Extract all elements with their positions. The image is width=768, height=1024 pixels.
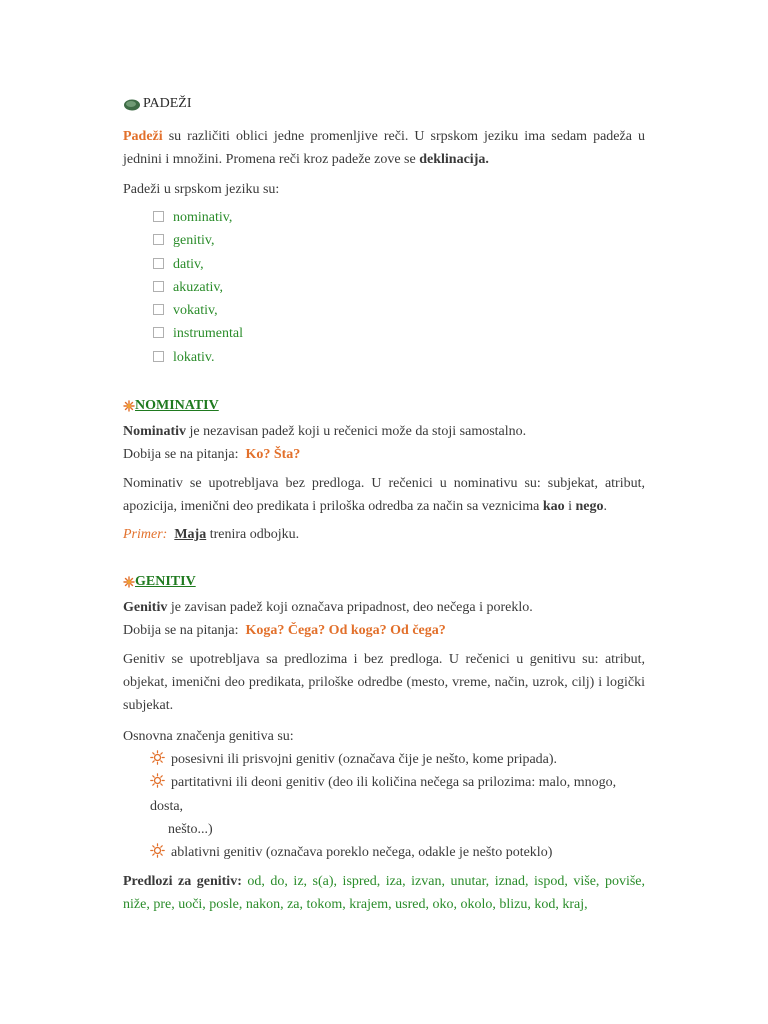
page-title: PADEŽI	[143, 96, 192, 111]
intro-emph: deklinacija.	[419, 152, 489, 167]
period: .	[603, 499, 608, 515]
usage-text: Nominativ se upotrebljava bez predloga. U rečenici u nominativu su: subjekat, atribut, apozicija, imenični deo predikata i priloška odredba za način sa veznicima	[123, 476, 645, 515]
nominativ-usage	[123, 472, 645, 518]
prepositions-list: od, do, iz, s(a), ispred, iza, izvan, unutar, iznad, ispod, više, poviše, niže, pre, uoči, posle, nakon, za, tokom, krajem, usred, oko, okolo, blizu, kod, kraj,	[123, 873, 646, 912]
questions-value: Ko? Šta?	[245, 447, 301, 463]
genitiv-usage: Genitiv se upotrebljava sa predlozima i bez predloga. U rečenici u genitivu su: atribut, objekat, imenični deo predikata, priloške odredbe (mesto, vreme, način, uzrok, cilj) i logički subjekat.	[123, 652, 645, 714]
case-label: dativ,	[173, 256, 204, 272]
conj-kao: kao	[542, 499, 565, 515]
checkbox-icon	[153, 211, 164, 222]
nominativ-heading	[123, 394, 645, 418]
definition-text: je nezavisan padež koji u rečenici može da stoji samostalno.	[186, 424, 527, 440]
list-item	[153, 206, 645, 229]
document-page	[123, 92, 645, 916]
conj-i: i	[564, 499, 576, 515]
checkbox-icon	[153, 281, 164, 292]
list-item	[150, 841, 645, 864]
meaning-text: posesivni ili prisvojni genitiv (označava čije je nešto, kome pripada).	[171, 752, 558, 768]
prepositions-label: Predlozi za genitiv:	[123, 873, 242, 889]
cases-intro: Padeži u srpskom jeziku su:	[123, 182, 280, 197]
section-title: NOMINATIV	[135, 398, 219, 414]
checkbox-icon	[153, 327, 164, 338]
checkbox-icon	[153, 304, 164, 315]
list-item	[150, 771, 645, 841]
checkbox-icon	[153, 351, 164, 362]
intro-text: su različiti oblici jedne promenljive reči. U srpskom jeziku ima sedam padeža u jednini i množini. Promena reči kroz padeže zove se	[123, 129, 645, 167]
nominativ-definition	[123, 420, 645, 443]
nominativ-questions	[123, 443, 645, 466]
meaning-text: ablativni genitiv (označava poreklo nečega, odakle je nešto poteklo)	[171, 845, 553, 861]
list-item	[153, 299, 645, 322]
sun-icon	[150, 773, 165, 788]
genitiv-questions	[123, 619, 645, 642]
definition-text: je zavisan padež koji označava pripadnost, deo nečega i poreklo.	[167, 600, 533, 616]
genitiv-prepositions	[123, 870, 645, 916]
cases-list	[153, 206, 645, 369]
questions-label: Dobija se na pitanja:	[123, 447, 239, 463]
genitiv-heading	[123, 570, 645, 594]
meaning-continuation: nešto...)	[168, 821, 213, 837]
example-rest: trenira odbojku.	[206, 527, 300, 543]
list-item	[153, 346, 645, 369]
case-label: genitiv,	[173, 233, 215, 249]
flower-icon	[123, 576, 135, 588]
leaf-icon	[123, 98, 141, 111]
meanings-list	[150, 748, 645, 864]
intro-term: Padeži	[123, 129, 163, 144]
example-label: Primer:	[123, 527, 168, 543]
section-title: GENITIV	[135, 574, 196, 590]
questions-value: Koga? Čega? Od koga? Od čega?	[245, 623, 446, 639]
list-item	[153, 253, 645, 276]
case-label: nominativ,	[173, 210, 233, 225]
checkbox-icon	[153, 258, 164, 269]
list-item	[153, 322, 645, 345]
meaning-text: partitativni ili deoni genitiv (deo ili količina nečega sa prilozima: malo, mnogo, dosta,	[150, 775, 617, 814]
case-label: akuzativ,	[173, 279, 224, 295]
case-label: instrumental	[173, 326, 243, 342]
nominativ-example	[123, 523, 645, 546]
sun-icon	[150, 843, 165, 858]
title-row	[123, 92, 645, 116]
case-label: lokativ.	[173, 349, 215, 365]
definition-term: Nominativ	[123, 424, 186, 440]
list-item	[150, 748, 645, 771]
checkbox-icon	[153, 234, 164, 245]
definition-term: Genitiv	[123, 600, 168, 616]
list-item	[153, 276, 645, 299]
sun-icon	[150, 750, 165, 765]
case-label: vokativ,	[173, 303, 218, 319]
genitiv-definition	[123, 596, 645, 619]
conj-nego: nego	[575, 499, 604, 515]
intro-paragraph	[123, 125, 645, 171]
flower-icon	[123, 400, 135, 412]
questions-label: Dobija se na pitanja:	[123, 623, 239, 639]
example-word: Maja	[174, 527, 207, 543]
meanings-intro: Osnovna značenja genitiva su:	[123, 729, 294, 745]
list-item	[153, 229, 645, 252]
